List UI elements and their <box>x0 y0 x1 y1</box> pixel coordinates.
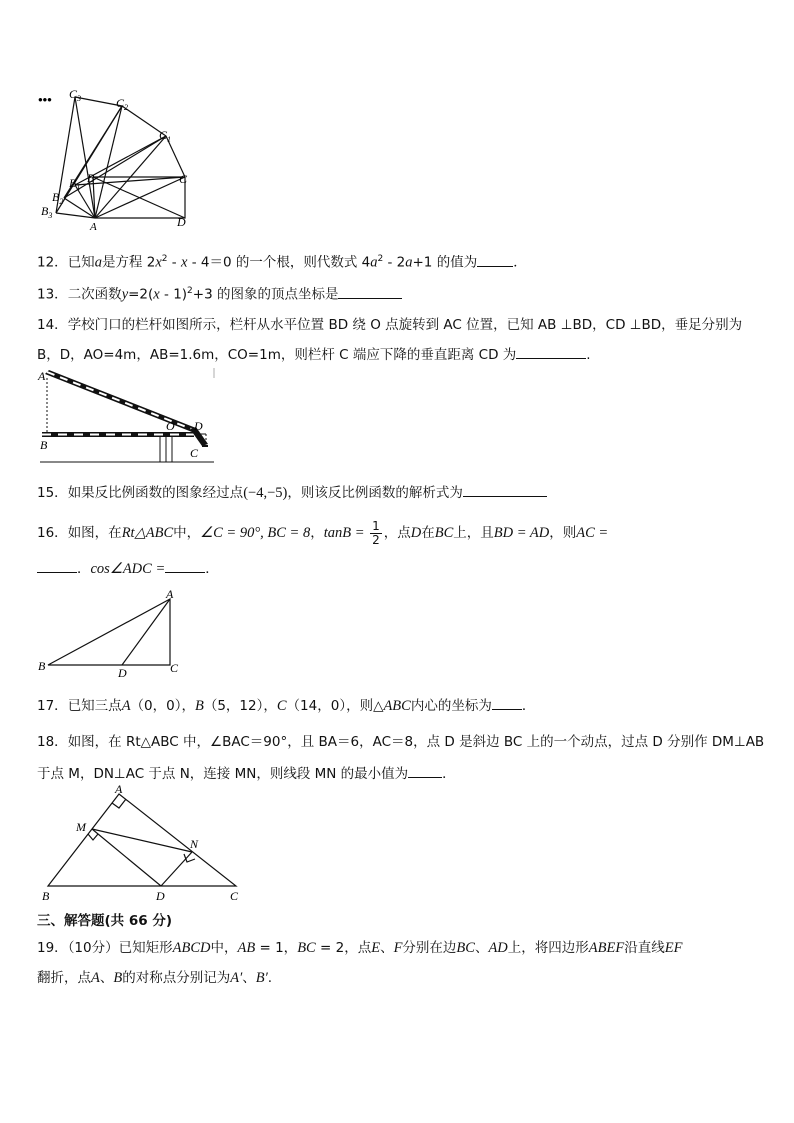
label-b1: $B_1$ <box>69 176 81 192</box>
answer-blank[interactable] <box>37 558 77 573</box>
section-heading: 三、解答题(共 66 分) <box>37 913 173 929</box>
label-a: A <box>38 369 46 383</box>
question-16: 16．如图，在Rt△ABC中，∠C = 90°, BC = 8，tanB = $\frac{1}{2}$ ，点D在BC上，且BD = AD，则AC = ．cos∠ADC = ． <box>37 518 609 577</box>
label-c: C <box>190 446 199 460</box>
question-13: 13．二次函数y=2(x - 1)$^2$+3 的图象的顶点坐标是 <box>37 280 767 306</box>
label-c: C <box>170 661 179 675</box>
figure-triangle-abc <box>36 588 186 678</box>
label-b: B <box>87 171 95 185</box>
label-a: A <box>115 782 123 796</box>
figure-rotating-triangles <box>38 85 213 230</box>
label-d: D <box>177 215 186 229</box>
label-b3: $B_3$ <box>41 204 53 220</box>
answer-blank[interactable] <box>165 558 205 573</box>
question-17: 17．已知三点A（0，0），B（5，12），C（14，0），则△ABC内心的坐标为 ． <box>37 695 767 717</box>
answer-blank[interactable] <box>408 763 442 778</box>
question-14: 14．学校门口的栏杆如图所示，栏杆从水平位置 BD 绕 O 点旋转到 AC 位置，已知 AB ⊥BD，CD ⊥BD，垂足分别为 B，D，AO=4m，AB=1.6m，CO=1m，则栏杆 C 端应下降的垂直距离 CD 为 . <box>37 317 743 363</box>
label-b: B <box>38 659 46 673</box>
dots-label: ••• <box>38 92 52 107</box>
label-b: B <box>42 889 50 903</box>
question-19: 19．（10分）已知矩形ABCD中，AB = 1，BC = 2，点E、F分别在边BC、AD上，将四边形ABEF沿直线EF 翻折，点A、B的对称点分别记为A′、B′. <box>37 940 683 986</box>
label-c3: $C_3$ <box>69 87 82 103</box>
label-a: A <box>166 588 174 601</box>
label-d: D <box>156 889 165 903</box>
label-c: C <box>230 889 239 903</box>
label-m: M <box>76 820 86 834</box>
label-c2: $C_2$ <box>116 96 129 112</box>
label-d: D <box>194 419 203 433</box>
label-c: C <box>179 172 188 186</box>
label-n: N <box>190 837 199 851</box>
label-b: B <box>40 438 48 452</box>
answer-blank[interactable] <box>492 695 522 710</box>
answer-blank[interactable] <box>338 284 402 299</box>
answer-blank[interactable] <box>516 344 586 359</box>
label-c1: $C_1$ <box>159 128 172 144</box>
label-a: A <box>90 221 97 230</box>
question-12: 12．已知a是方程 $2x^2 - x - 4=0$ 的一个根，则代数式 $4a^2 - 2a+1$ 的值为 ． <box>37 248 767 274</box>
label-o: O <box>166 419 175 433</box>
fraction-one-half: $\frac{1}{2}$ <box>372 518 380 547</box>
answer-blank[interactable] <box>477 252 513 267</box>
question-15: 15．如果反比例函数的图象经过点(−4,−5)，则该反比例函数的解析式为 <box>37 482 767 504</box>
label-d: D <box>118 666 127 678</box>
label-b2: $B_2$ <box>52 190 64 206</box>
answer-blank[interactable] <box>463 482 547 497</box>
figure-right-triangle-mn <box>36 782 246 906</box>
figure-barrier-gate <box>36 366 218 466</box>
question-18: 18．如图，在 Rt△ABC 中，∠BAC＝90°，且 BA＝6，AC＝8，点 D 是斜边 BC 上的一个动点，过点 D 分别作 DM⊥AB 于点 M，DN⊥AC 于点 N，连接 MN，则线段 MN 的最小值为 ． <box>37 734 765 782</box>
